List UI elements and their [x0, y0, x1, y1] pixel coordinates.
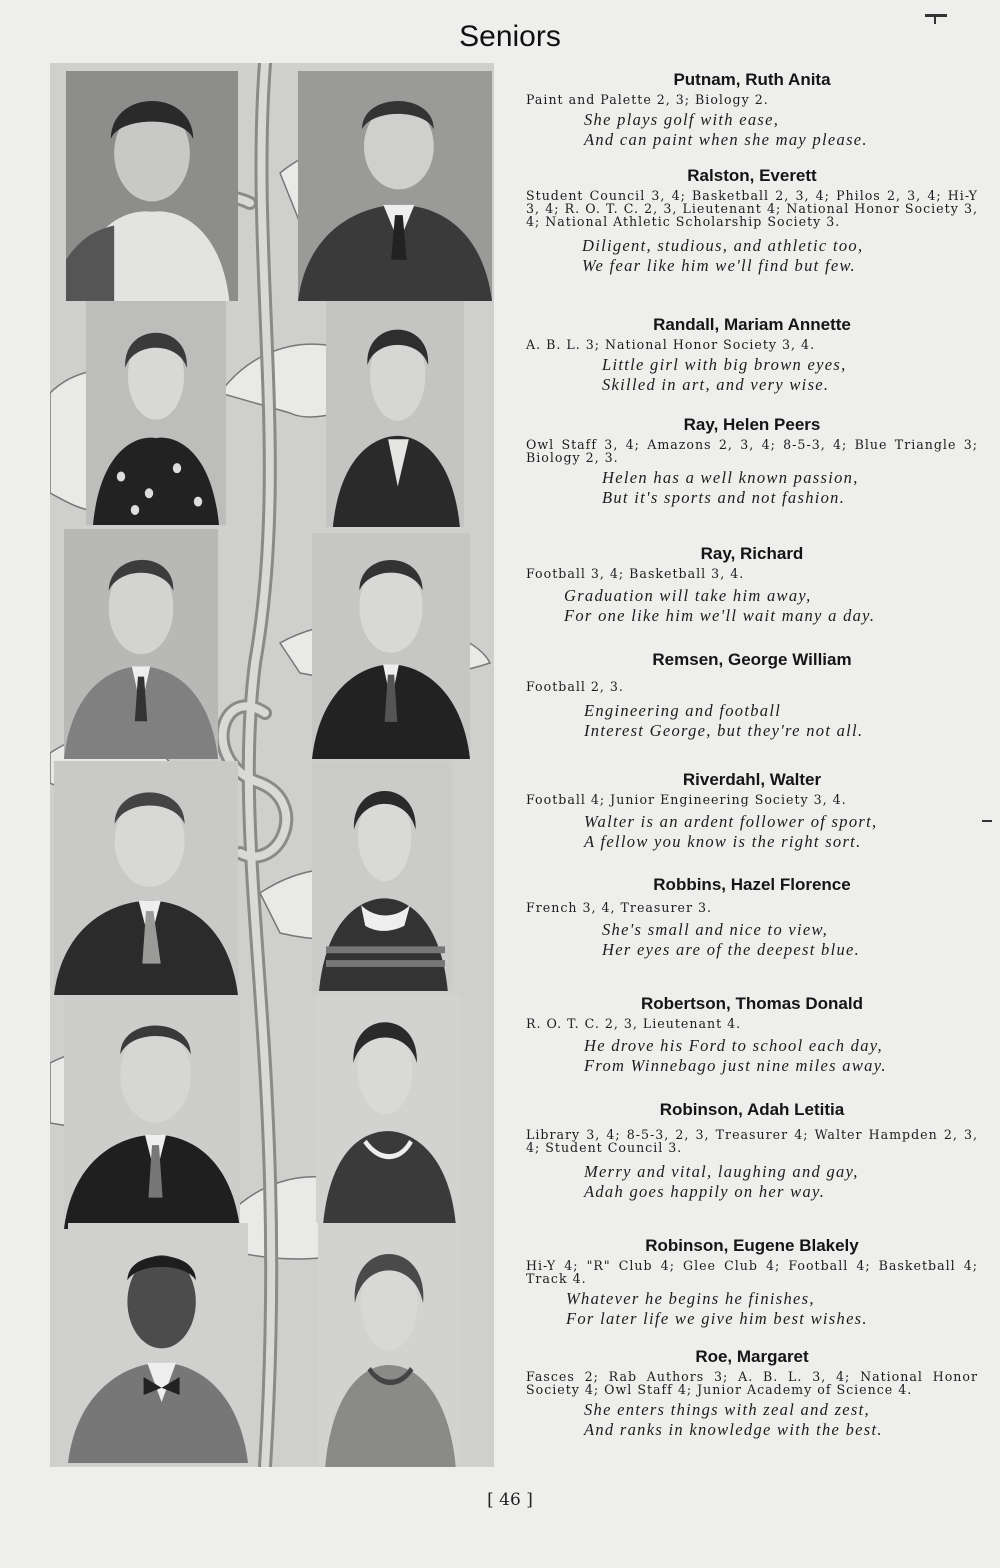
entry-roe — [526, 1347, 978, 1439]
verse-line-2: Interest George, but they're not all. — [584, 720, 864, 740]
entry-verse — [584, 1162, 978, 1201]
portrait-roe — [318, 1223, 460, 1467]
portrait-panel — [50, 63, 494, 1467]
entry-activities: Fasces 2; Rab Authors 3; A. B. L. 3, 4; National Honor Society 4; Owl Staff 4; Junior Academy of Science 4. — [526, 1369, 978, 1397]
entry-name: Riverdahl, Walter — [682, 770, 822, 789]
page-title: Seniors — [459, 20, 561, 53]
entry-name: Robinson, Adah Letitia — [659, 1100, 845, 1119]
entry-name: Robinson, Eugene Blakely — [645, 1236, 859, 1255]
verse-line-1: She enters things with zeal and zest, — [584, 1400, 870, 1419]
verse-line-1: Merry and vital, laughing and gay, — [584, 1162, 859, 1181]
entry-activities: Student Council 3, 4; Basketball 2, 3, 4; Philos 2, 3, 4; Hi-Y 3, 4; R. O. T. C. 2, 3, Lieutenant 4; National Honor Society 3, 4; National Athletic Scholarship Society 3. — [526, 188, 978, 229]
entry-activities: Owl Staff 3, 4; Amazons 2, 3, 4; 8-5-3, 4; Blue Triangle 3; Biology 2, 3. — [526, 437, 978, 465]
verse-line-2: For one like him we'll wait many a day. — [564, 605, 876, 625]
verse-line-1: Graduation will take him away, — [564, 586, 812, 605]
portrait-robinson-adah — [316, 995, 460, 1223]
verse-line-2: But it's sports and not fashion. — [602, 487, 846, 507]
entry-activities: Football 4; Junior Engineering Society 3, 4. — [526, 792, 847, 807]
verse-line-1: Little girl with big brown eyes, — [602, 355, 847, 374]
entry-verse — [602, 355, 978, 394]
portrait-ray-helen — [326, 301, 464, 527]
entry-robinson-eugene — [526, 1236, 978, 1328]
portrait-ralston — [298, 71, 492, 301]
verse-line-2: From Winnebago just nine miles away. — [584, 1055, 887, 1075]
entry-verse — [584, 110, 978, 149]
entry-verse — [584, 1400, 978, 1439]
verse-line-2: And can paint when she may please. — [584, 129, 868, 149]
portrait-robertson — [64, 995, 240, 1229]
portrait-riverdahl — [54, 761, 238, 995]
entry-robinson-adah — [526, 1100, 978, 1201]
entry-verse — [602, 920, 978, 959]
entry-name: Robbins, Hazel Florence — [653, 875, 851, 894]
entry-activities: Library 3, 4; 8-5-3, 2, 3, Treasurer 4; Walter Hampden 2, 3, 4; Student Council 3. — [526, 1127, 978, 1155]
entry-activities: Paint and Palette 2, 3; Biology 2. — [526, 92, 769, 107]
entry-name: Ray, Helen Peers — [683, 415, 821, 434]
verse-line-2: We fear like him we'll find but few. — [582, 255, 856, 275]
entry-activities: Football 2, 3. — [526, 679, 624, 694]
entry-activities: Football 3, 4; Basketball 3, 4. — [526, 566, 745, 581]
entry-verse — [582, 236, 978, 275]
verse-line-1: She plays golf with ease, — [584, 110, 780, 129]
verse-line-1: Whatever he begins he finishes, — [566, 1289, 815, 1308]
portrait-putnam — [66, 71, 238, 301]
page-number: [ 46 ] — [487, 1490, 533, 1510]
entry-verse — [584, 1036, 978, 1075]
entry-activities: Hi-Y 4; "R" Club 4; Glee Club 4; Football 4; Basketball 4; Track 4. — [526, 1258, 978, 1286]
corner-mark — [925, 14, 947, 17]
entry-verse — [566, 1289, 978, 1328]
verse-line-1: She's small and nice to view, — [602, 920, 829, 939]
verse-line-2: And ranks in knowledge with the best. — [584, 1419, 883, 1439]
entry-putnam — [526, 70, 978, 149]
verse-line-1: Engineering and football — [584, 701, 782, 720]
verse-line-1: He drove his Ford to school each day, — [584, 1036, 883, 1055]
verse-line-2: For later life we give him best wishes. — [566, 1308, 868, 1328]
verse-line-2: Her eyes are of the deepest blue. — [602, 939, 861, 959]
verse-line-2: A fellow you know is the right sort. — [584, 831, 862, 851]
entry-activities: French 3, 4, Treasurer 3. — [526, 900, 712, 915]
verse-line-2: Skilled in art, and very wise. — [602, 374, 830, 394]
verse-line-2: Adah goes happily on her way. — [584, 1181, 826, 1201]
entry-name: Roe, Margaret — [695, 1347, 809, 1366]
entry-randall — [526, 315, 978, 394]
entry-ray-helen — [526, 415, 978, 507]
portrait-ray-richard — [64, 529, 218, 759]
corner-mark-stem — [934, 17, 936, 24]
entry-name: Remsen, George William — [652, 650, 852, 669]
entry-robbins — [526, 875, 978, 959]
entry-verse — [602, 468, 978, 507]
entry-ray-richard — [526, 544, 978, 625]
entry-ralston — [526, 166, 978, 275]
portrait-remsen — [312, 533, 470, 759]
entry-name: Randall, Mariam Annette — [653, 315, 851, 334]
portrait-randall — [86, 301, 226, 525]
verse-line-1: Helen has a well known passion, — [602, 468, 859, 487]
entry-riverdahl — [526, 770, 978, 851]
entry-activities: A. B. L. 3; National Honor Society 3, 4. — [526, 337, 816, 352]
entry-verse — [584, 812, 978, 851]
portrait-robbins — [312, 761, 452, 991]
entry-name: Ray, Richard — [700, 544, 804, 563]
entry-remsen — [526, 650, 978, 740]
entry-name: Putnam, Ruth Anita — [673, 70, 831, 89]
portrait-robinson-eugene — [68, 1223, 248, 1463]
entry-name: Ralston, Everett — [687, 166, 817, 185]
entry-name: Robertson, Thomas Donald — [641, 994, 863, 1013]
verse-line-1: Walter is an ardent follower of sport, — [584, 812, 878, 831]
margin-mark — [982, 820, 992, 822]
entry-verse — [564, 586, 978, 625]
verse-line-1: Diligent, studious, and athletic too, — [582, 236, 864, 255]
entry-robertson — [526, 994, 978, 1075]
entry-verse — [584, 701, 978, 740]
entry-activities: R. O. T. C. 2, 3, Lieutenant 4. — [526, 1016, 742, 1031]
